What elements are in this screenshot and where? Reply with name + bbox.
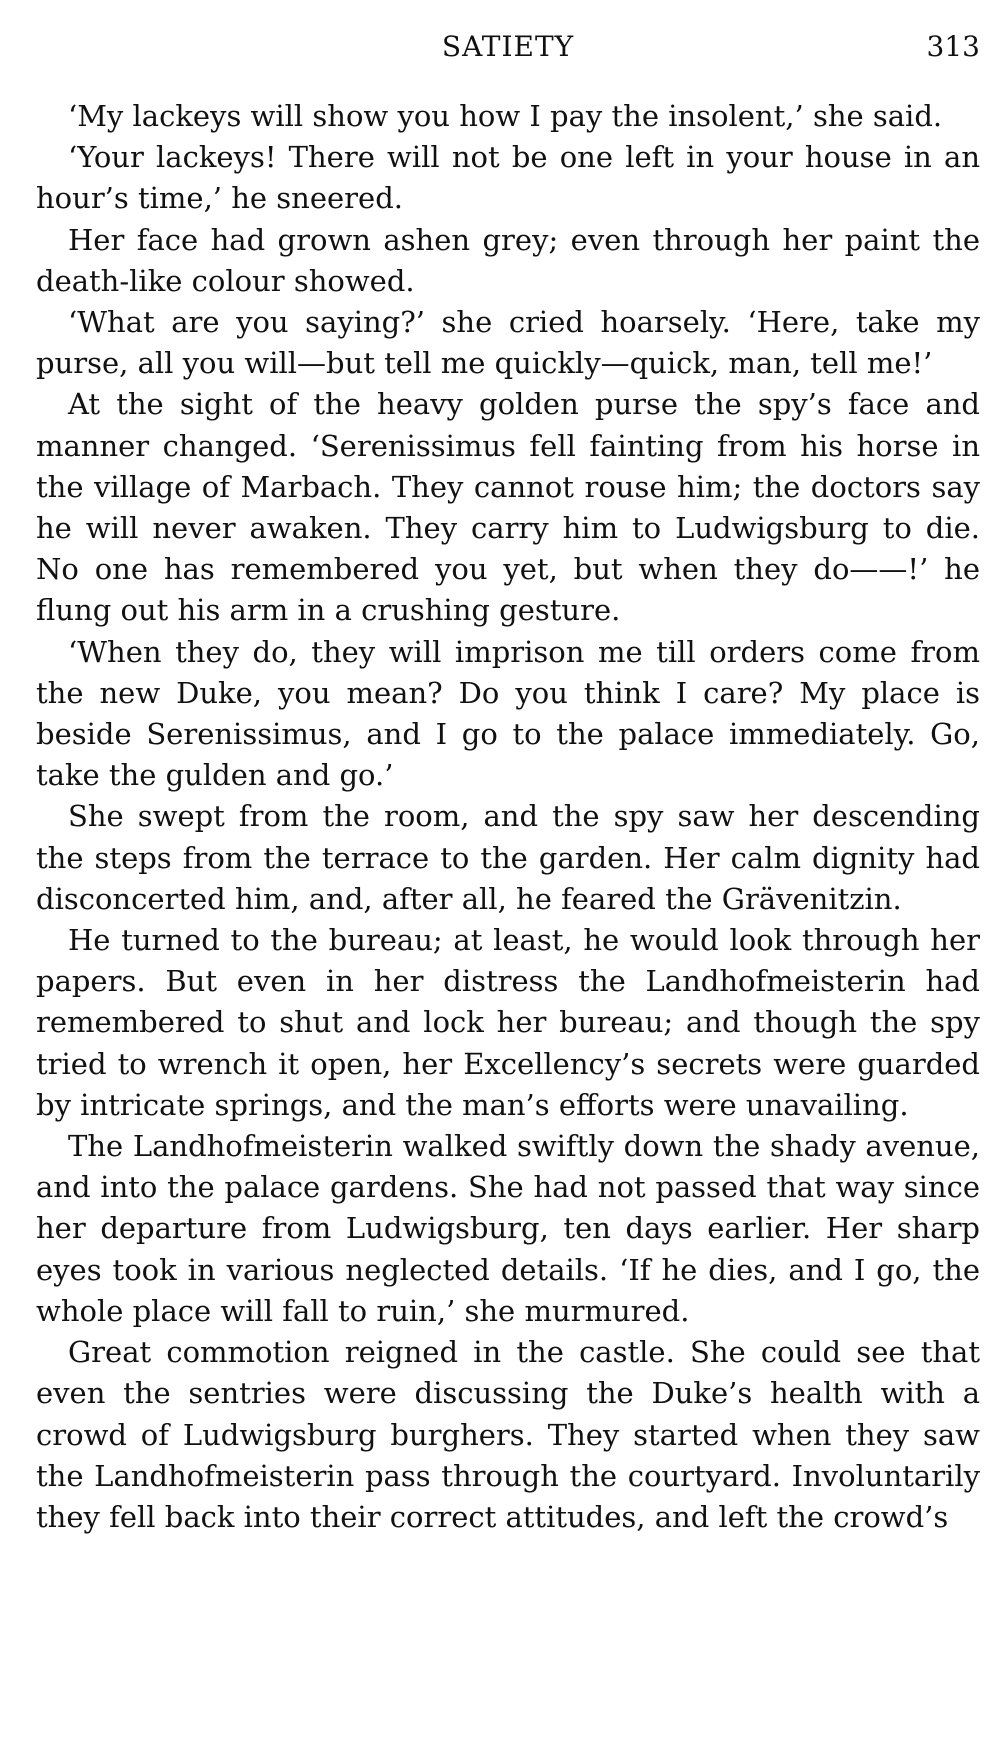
body-text [36, 96, 980, 1538]
running-head [36, 20, 980, 72]
paragraph: ‘What are you saying?’ she cried hoarsely. ‘Here, take my purse, all you will—but tell me quickly—quick, man, tell me!’ [36, 305, 980, 381]
paragraph: He turned to the bureau; at least, he would look through her papers. But even in her distress the Landhofmeisterin had remembered to shut and lock her bureau; and though the spy tried to wrench it open, her Excellency’s secrets were guarded by intricate springs, and the man’s efforts were unavailing. [36, 923, 980, 1122]
running-title: SATIETY [441, 30, 575, 63]
paragraph: She swept from the room, and the spy saw her descending the steps from the terrace to the garden. Her calm dignity had disconcerted him, and, after all, he feared the Grävenitzin. [36, 799, 980, 916]
paragraph: Great commotion reigned in the castle. She could see that even the sentries were discussing the Duke’s health with a crowd of Ludwigsburg burghers. They started when they saw the Landhofmeisterin pass through the courtyard. Involuntarily they fell back into their correct attitudes, and left the crowd’s [36, 1335, 980, 1534]
paragraph: Her face had grown ashen grey; even through her paint the death-like colour showed. [36, 222, 980, 298]
paragraph: At the sight of the heavy golden purse the spy’s face and manner changed. ‘Serenissimus fell fainting from his horse in the village of Marbach. They cannot rouse him; the doctors say he will never awaken. They carry him to Ludwigsburg to die. No one has remembered you yet, but when they do——!’ he flung out his arm in a crushing gesture. [36, 387, 980, 628]
paragraph: ‘My lackeys will show you how I pay the insolent,’ she said. [68, 99, 943, 133]
book-page [36, 20, 980, 1538]
page-number: 313 [926, 30, 980, 63]
paragraph: ‘When they do, they will imprison me till orders come from the new Duke, you mean? Do you think I care? My place is beside Serenissimus, and I go to the palace immediately. Go, take the gulden and go.’ [36, 634, 980, 793]
paragraph: The Landhofmeisterin walked swiftly down the shady avenue, and into the palace gardens. She had not passed that way since her departure from Ludwigsburg, ten days earlier. Her sharp eyes took in various neglected details. ‘If he dies, and I go, the whole place will fall to ruin,’ she murmured. [36, 1129, 980, 1328]
paragraph: ‘Your lackeys! There will not be one left in your house in an hour’s time,’ he sneered. [36, 140, 980, 216]
